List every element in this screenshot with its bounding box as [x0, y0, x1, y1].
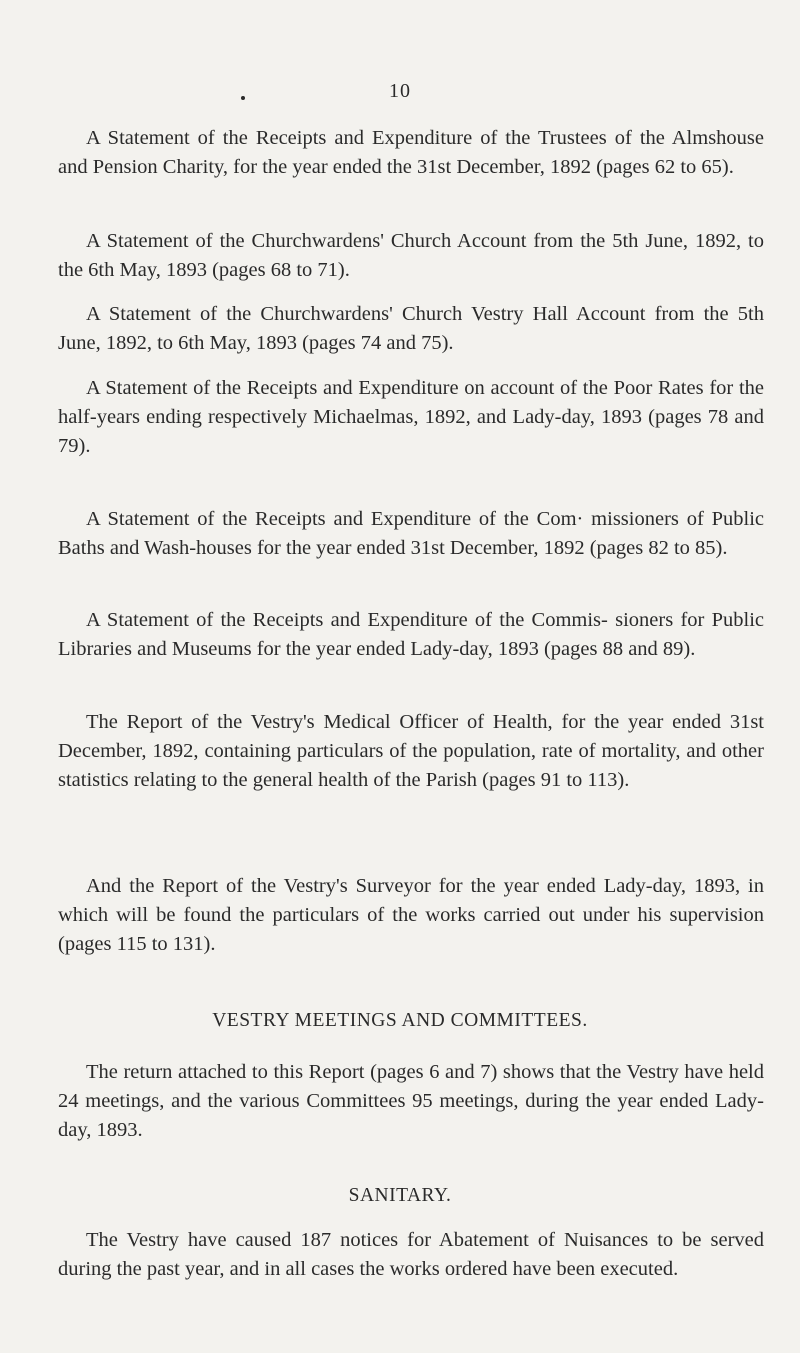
paragraph-almshouse-statement: A Statement of the Receipts and Expenditure of the Trustees of the Almshouse and Pension Charity, for the year ended the 31st December, 1892 (pages 62 to 65).	[58, 127, 764, 178]
paragraph-poor-rates: A Statement of the Receipts and Expenditure on account of the Poor Rates for the half-years ending respectively Michaelmas, 1892, and Lady-day, 1893 (pages 78 and 79).	[58, 377, 764, 457]
ink-dot	[241, 96, 245, 100]
paragraph-libraries-museums: A Statement of the Receipts and Expenditure of the Commis- sioners for Public Libraries and Museums for the year ended Lady-day, 1893 (pages 88 and 89).	[58, 609, 764, 660]
heading-sanitary: SANITARY.	[348, 1185, 452, 1206]
paragraph-baths-wash-houses: A Statement of the Receipts and Expenditure of the Com· missioners of Public Baths and Wash-houses for the year ended 31st December, 1892 (pages 82 to 85).	[58, 508, 764, 559]
paragraph-sanitary: The Vestry have caused 187 notices for Abatement of Nuisances to be served during the past year, and in all cases the works ordered have been executed.	[58, 1229, 764, 1280]
paragraph-vestry-meetings: The return attached to this Report (pages 6 and 7) shows that the Vestry have held 24 meetings, and the various Committees 95 meetings, during the year ended Lady-day, 1893.	[58, 1061, 764, 1141]
page-number: 10	[389, 80, 411, 102]
heading-vestry-meetings: VESTRY MEETINGS AND COMMITTEES.	[212, 1010, 588, 1031]
paragraph-surveyor-report: And the Report of the Vestry's Surveyor for the year ended Lady-day, 1893, in which will be found the particulars of the works carried out under his supervision (pages 115 to 131).	[58, 875, 764, 955]
paragraph-medical-officer-report: The Report of the Vestry's Medical Officer of Health, for the year ended 31st December, 1892, containing particulars of the population, rate of mortality, and other statistics relating to the general health of the Parish (pages 91 to 113).	[58, 711, 764, 791]
paragraph-church-account: A Statement of the Churchwardens' Church Account from the 5th June, 1892, to the 6th May, 1893 (pages 68 to 71).	[58, 230, 764, 281]
paragraph-vestry-hall-account: A Statement of the Churchwardens' Church Vestry Hall Account from the 5th June, 1892, to 6th May, 1893 (pages 74 and 75).	[58, 303, 764, 354]
